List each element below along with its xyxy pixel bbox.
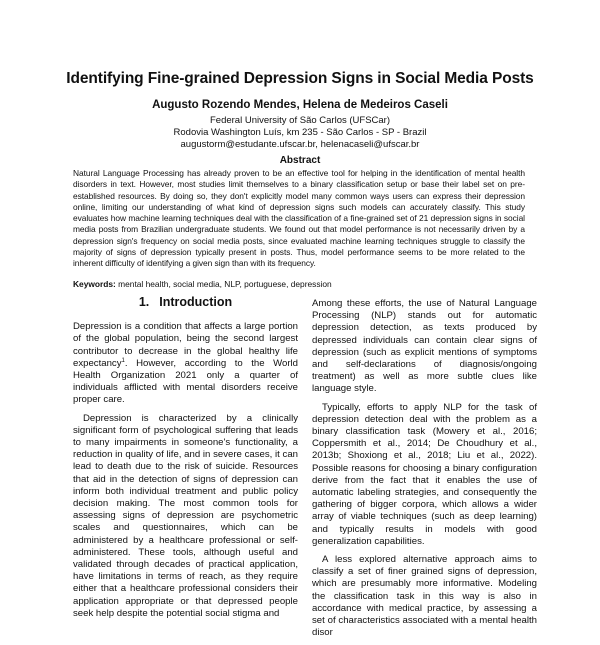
right-column: [312, 298, 537, 645]
section-number: 1.: [138, 295, 150, 309]
abstract-text: Natural Language Processing has already proven to be an effective tool for helping in the identification of mental health disorders in text. However, most studies limit themselves to a binary classification setup or base their label set on pre-established resources. By doing so, they don't explicitly model many common ways users can express their depression online, limiting our understanding of what kind of depression signs such models can accurately classify. This study evaluates how machine learning techniques deal with the classification of a fine-grained set of 21 depression signs in social media posts from Brazilian undergraduate students. We found out that model performance is not necessarily driven by a depression sign's frequency on social media posts, since evaluated machine learning techniques struggle to classify the majority of signs of depression typically present in posts. Thus, model performance seems to be more related to the inherent difficulty of identifying a given sign than with its frequency.: [73, 168, 525, 269]
section-heading: [73, 296, 298, 308]
author-names: Augusto Rozendo Mendes, Helena de Medeiros Caseli: [152, 99, 448, 111]
left-column: [73, 296, 298, 626]
abstract-heading: Abstract: [279, 155, 321, 166]
intro-paragraph-1-text: Depression is a condition that affects a large portion of the global population, being the second largest contributor to decrease in the global healthy life expectancy: [73, 321, 298, 369]
affiliation-emails: augustorm@estudante.ufscar.br, helenacaseli@ufscar.br: [180, 139, 420, 150]
affiliation-address: Rodovia Washington Luís, km 235 - São Carlos - SP - Brazil: [173, 127, 427, 138]
keywords-list: mental health, social media, NLP, portuguese, depression: [118, 279, 332, 289]
intro-paragraph-3: Among these efforts, the use of Natural Language Processing (NLP) stands out for automatic depression detection, as texts produced by depressed individuals can contain clear signs of depression (such as explicit mentions of symptoms and self-declarations of diagnosis/ongoing treatment) as well as more subtle clues like language style.: [312, 298, 537, 395]
intro-paragraph-5: A less explored alternative approach aims to classify a set of finer grained signs of depression, which are presumably more informative. Modeling the classification task in this way is also in accordance with medical practice, by assessing a set of characteristics associated with a mental health disor: [312, 554, 537, 639]
footnote-marker[interactable]: 1: [121, 357, 125, 364]
keywords-line: [73, 279, 525, 290]
section-title: Introduction: [159, 295, 233, 309]
paper-title: Identifying Fine-grained Depression Signs in Social Media Posts: [66, 70, 534, 87]
affiliation-university: Federal University of São Carlos (UFSCar): [209, 115, 391, 126]
intro-paragraph-2: Depression is characterized by a clinically significant form of psychological suffering that leads to many impairments in someone's functionality, a reduction in quality of life, and in severe cases, it can lead to death due to the risk of suicide. Resources that aid in the detection of signs of depression can inform both individual treatment and public policy decision making. The most common tools for assessing signs of depression are psychometric scales and questionnaires, which can be administered by a healthcare professional or self-administered. These tools, although useful and validated through decades of practical application, have limitations in terms of reach, as they require either that a healthcare professional considers their application appropriate or that depressed people seek help despite the potential social stigma and: [73, 412, 298, 619]
intro-paragraph-1-continued: . However, according to the World Health Organization 2021 only a quarter of individuals afflicted with mental disorders receive proper care.: [73, 357, 298, 406]
keywords-label: Keywords:: [73, 279, 116, 289]
intro-paragraph-1: [73, 321, 298, 406]
intro-paragraph-4: Typically, efforts to apply NLP for the task of depression detection deal with the problem as a binary classification task (Mowery et al., 2016; Coppersmith et al., 2014; De Choudhury et al., 2013b; Shoxiong et al., 2018; Liu et al., 2022). Possible reasons for choosing a binary configuration derive from the fact that it enables the use of automatic labeling strategies, and consequently the gathering of bigger corpora, which allows a wider array of viable techniques (such as deep learning) and typically results in models with good generalization capabilities.: [312, 401, 537, 547]
